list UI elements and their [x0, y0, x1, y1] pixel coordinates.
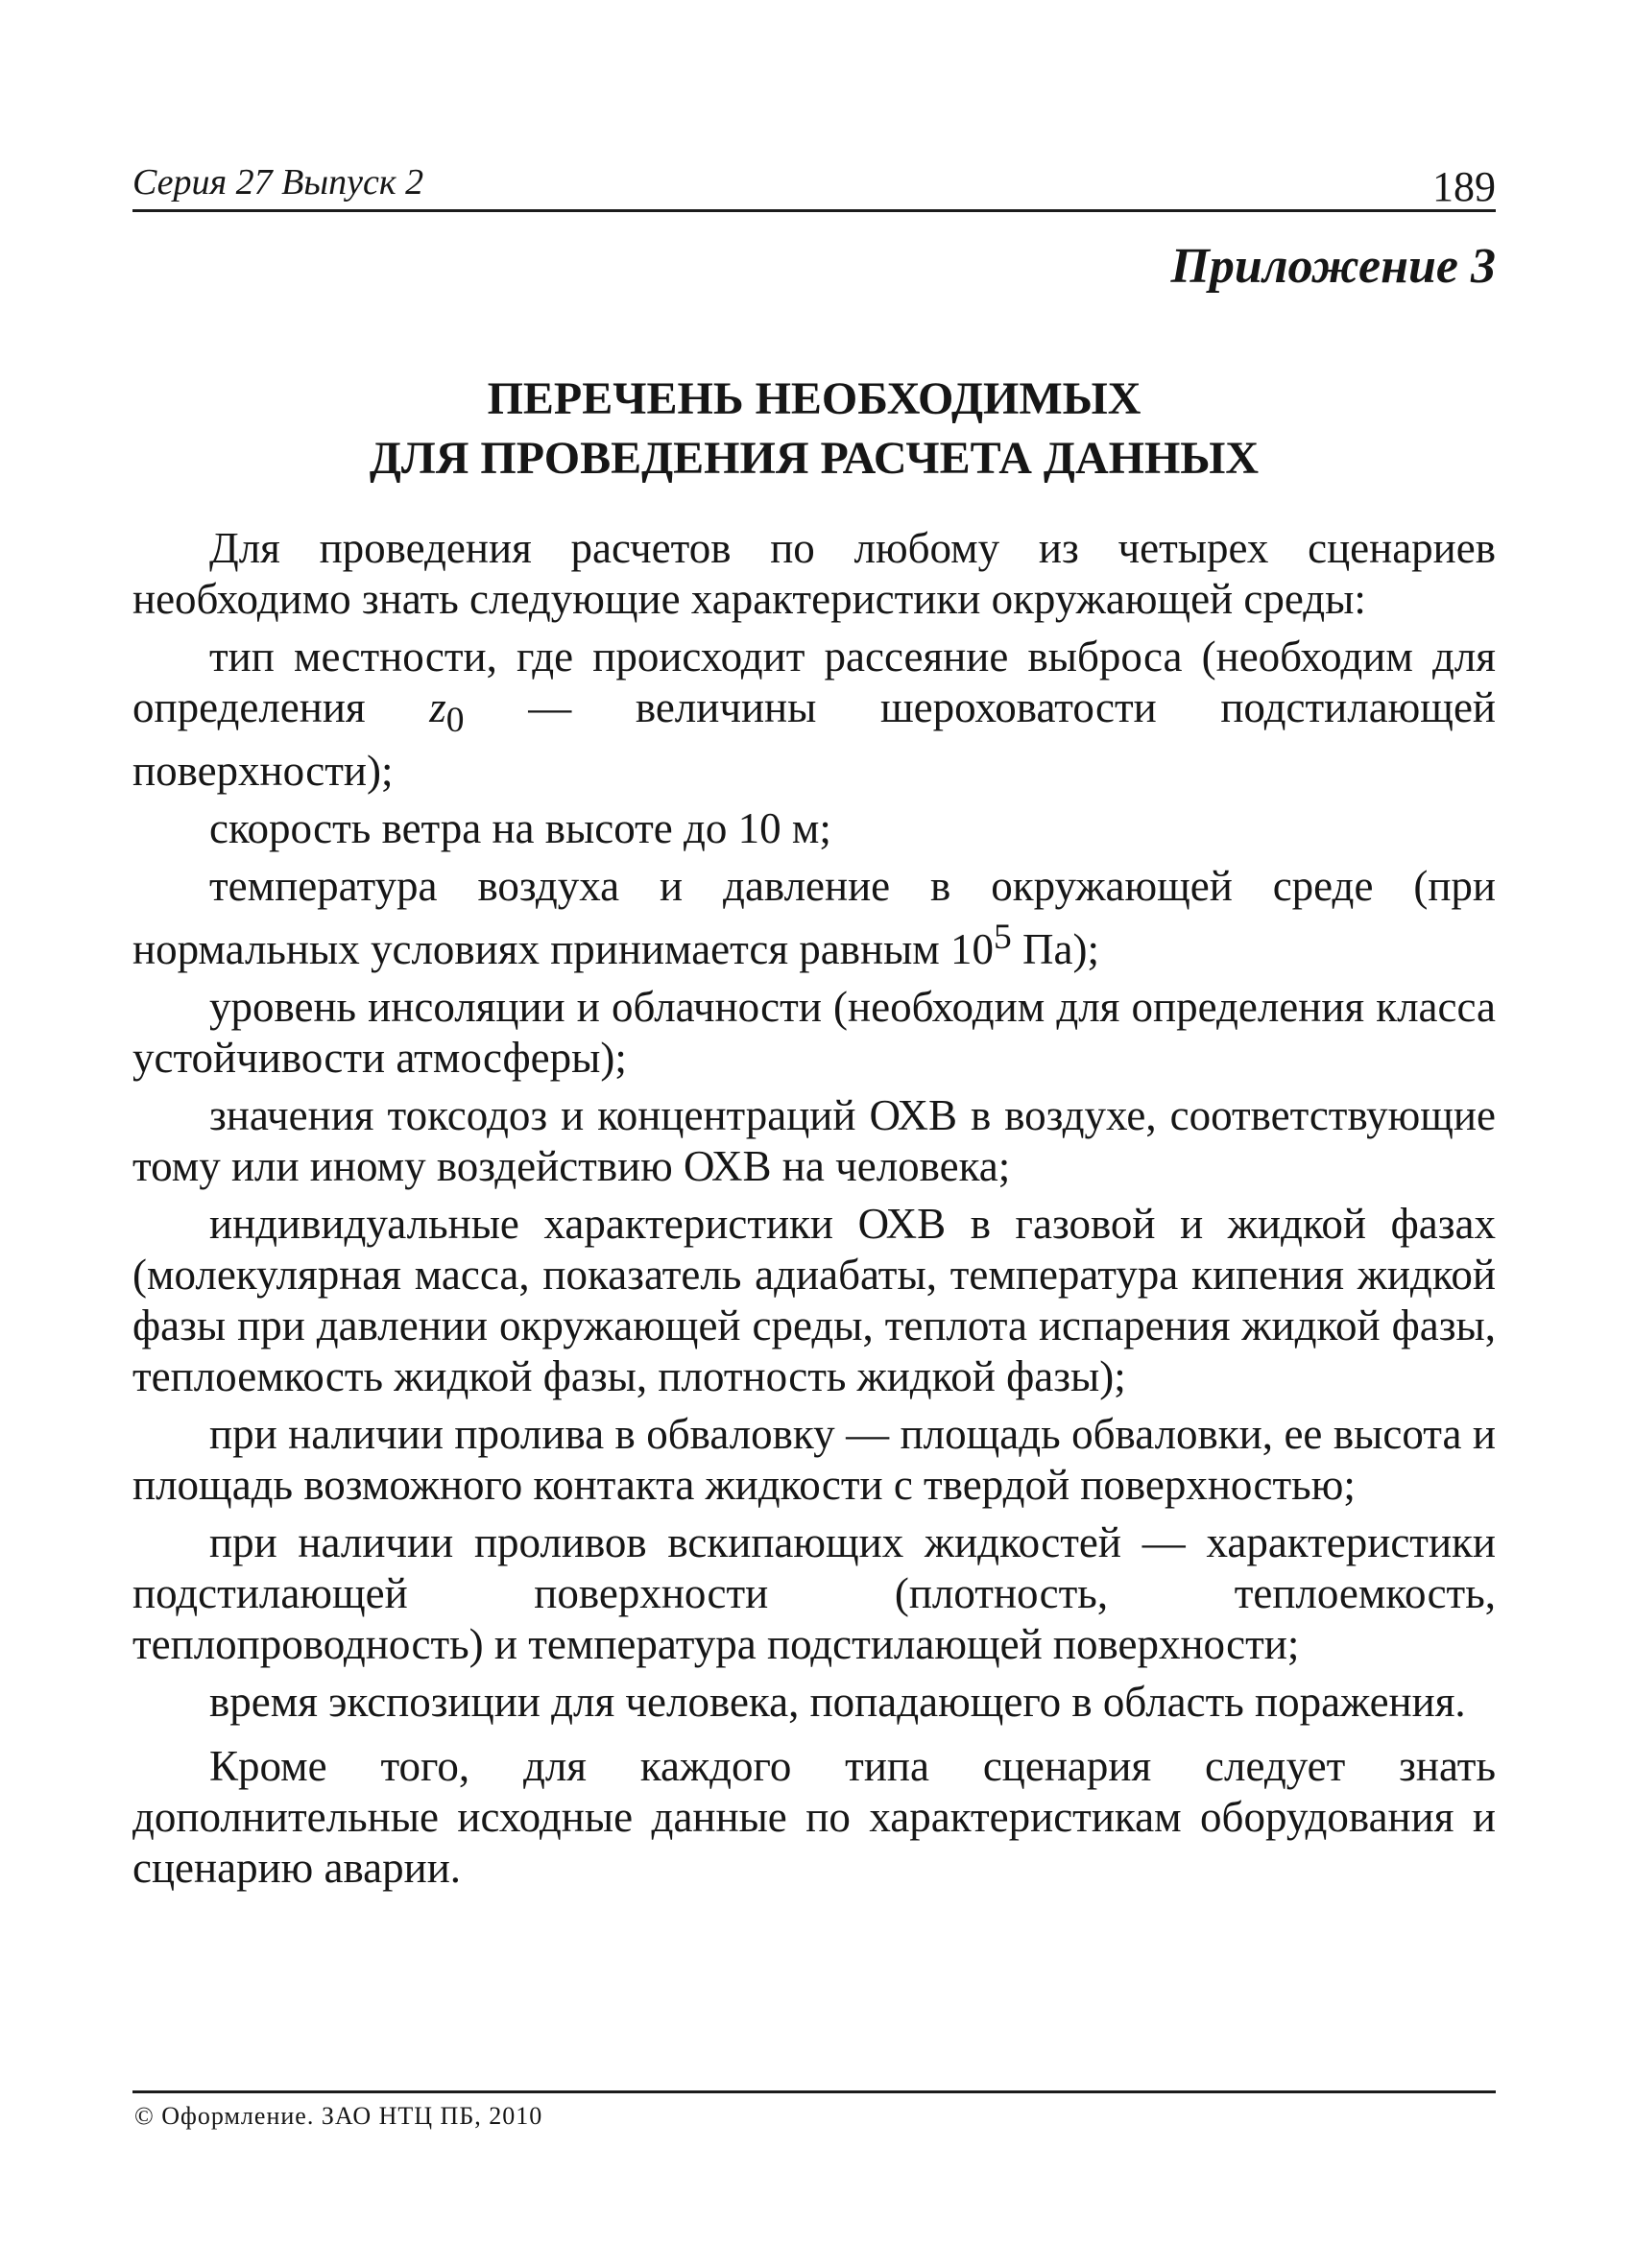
body-text	[132, 523, 1496, 1894]
paragraph-additional: Кроме того, для каждого типа сценария следует знать дополнительные исходные данные по характеристикам оборудования и сценарию аварии.	[132, 1742, 1496, 1892]
paragraph-intro: Для проведения расчетов по любому из четырех сценариев необходимо знать следующие характеристики окружающей среды:	[132, 524, 1496, 623]
page-title	[132, 370, 1496, 489]
paragraph-terrain	[132, 632, 1496, 797]
paragraph-temperature-end: Па);	[1011, 925, 1100, 973]
paragraph-insolation: уровень инсоляции и облачности (необходим для определения класса устойчивости атмосферы);	[132, 983, 1496, 1082]
paragraph-exposure: время экспозиции для человека, попадающего в область поражения.	[209, 1678, 1466, 1726]
paragraph-toxodoses: значения токсодоз и концентраций ОХВ в воздухе, соответствующие тому или иному воздействию ОХВ на человека;	[132, 1091, 1496, 1190]
title-line-1: ПЕРЕЧЕНЬ НЕОБХОДИМЫХ	[487, 373, 1141, 424]
paragraph-embankment: при наличии пролива в обваловку — площадь обваловки, ее высота и площадь возможного контакта жидкости с твердой поверхностью;	[132, 1410, 1496, 1509]
pressure-exponent: 5	[994, 918, 1012, 957]
paragraph-characteristics: индивидуальные характеристики ОХВ в газовой и жидкой фазах (молекулярная масса, показатель адиабаты, температура кипения жидкой фазы при давлении окружающей среды, теплота испарения жидкой фазы, теплоемкость жидкой фазы, плотность жидкой фазы);	[132, 1200, 1496, 1400]
paragraph-boiling-spills: при наличии проливов вскипающих жидкостей — характеристики подстилающей поверхности (плотность, теплоемкость, теплопроводность) и температура подстилающей поверхности;	[132, 1518, 1496, 1668]
series-label: Серия 27 Выпуск 2	[132, 162, 424, 203]
footer-divider	[132, 2090, 1496, 2093]
copyright-footer: © Оформление. ЗАО НТЦ ПБ, 2010	[134, 2102, 543, 2130]
page-number: 189	[1432, 163, 1496, 210]
paragraph-terrain-start: тип местности, где происходит рассеяние выброса (необходим для определения	[132, 633, 1496, 731]
roughness-subscript: 0	[445, 701, 465, 740]
paragraph-temperature	[132, 861, 1496, 975]
appendix-label: Приложение 3	[1170, 239, 1496, 294]
paragraph-terrain-end: — величины шероховатости подстилающей поверхности);	[132, 683, 1496, 795]
roughness-variable: z	[429, 683, 446, 731]
running-header	[132, 152, 1496, 212]
title-line-2: ДЛЯ ПРОВЕДЕНИЯ РАСЧЕТА ДАННЫХ	[369, 433, 1260, 484]
paragraph-temperature-start: температура воздуха и давление в окружающей среде (при нормальных условиях принимается равным 10	[132, 862, 1496, 973]
paragraph-wind: скорость ветра на высоте до 10 м;	[209, 804, 831, 852]
